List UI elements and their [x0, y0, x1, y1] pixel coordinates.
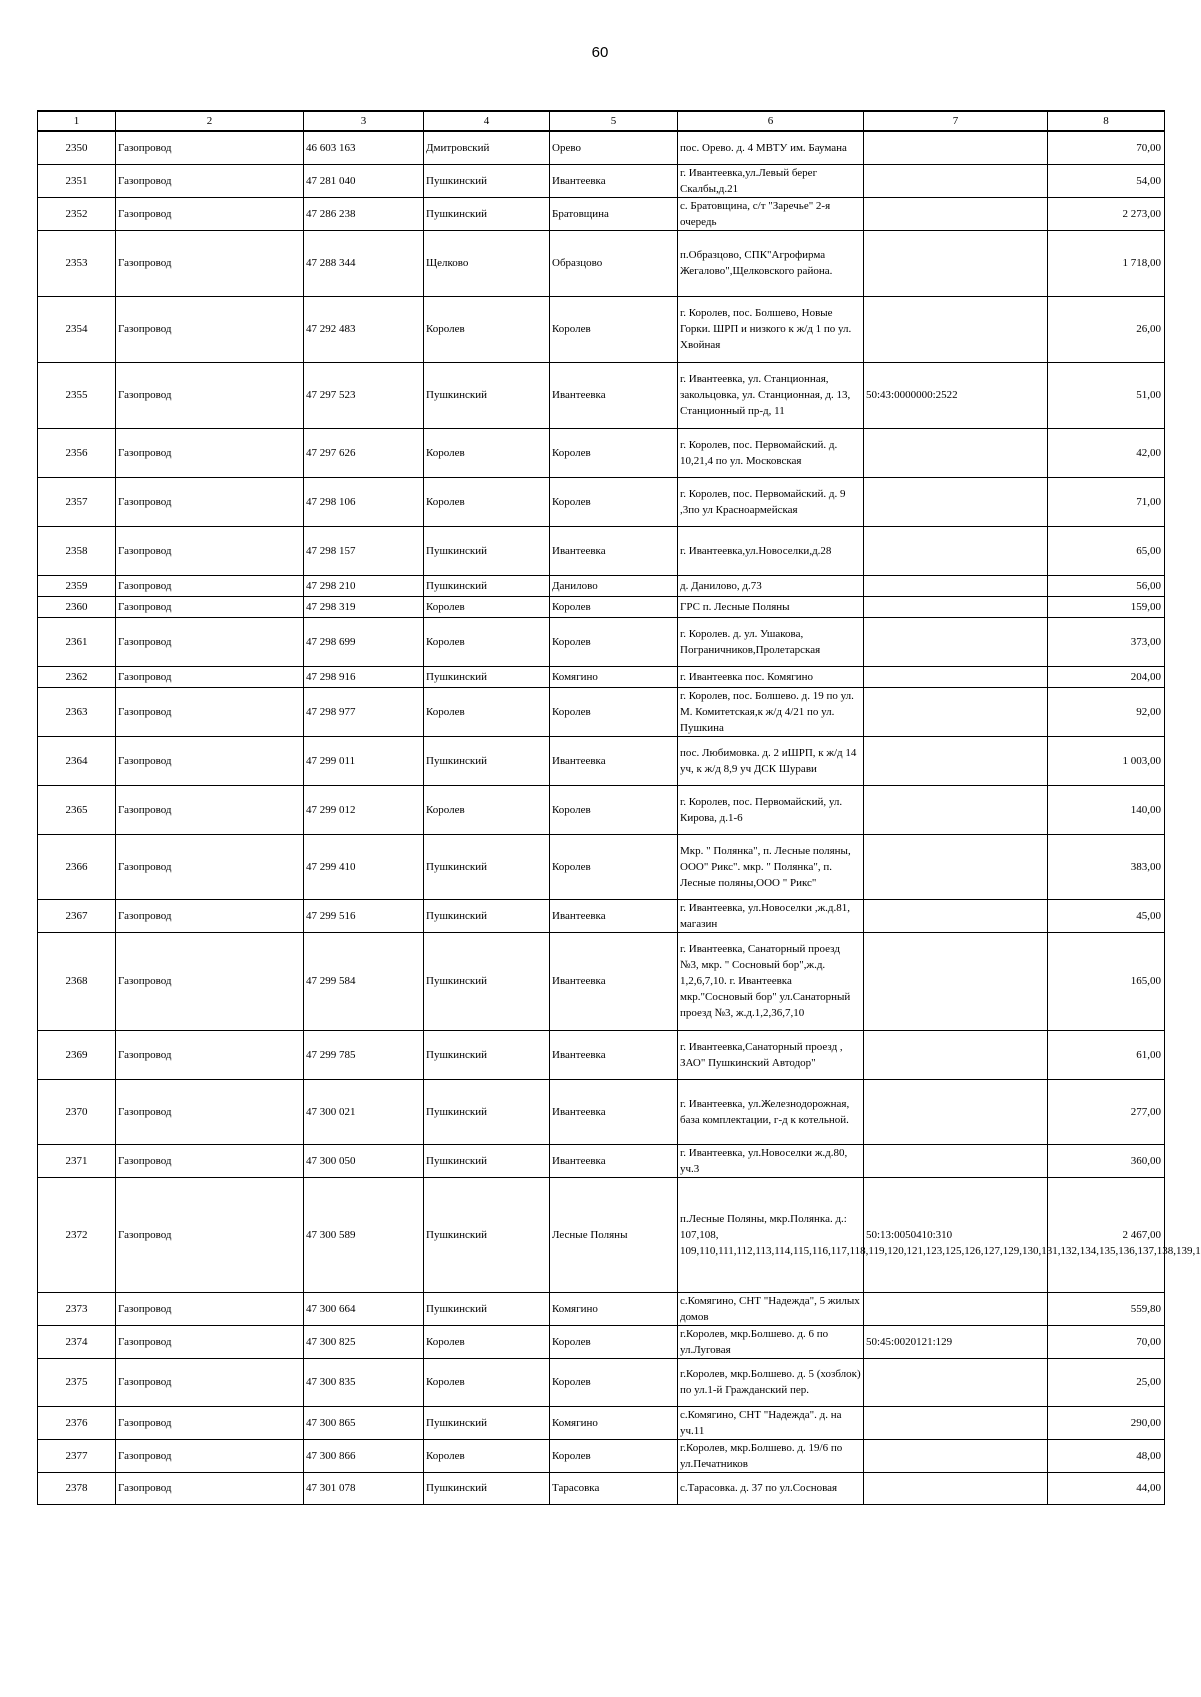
address: г. Ивантеевка,ул.Левый берег Скалбы,д.21	[678, 164, 864, 197]
row-number: 2366	[38, 834, 116, 899]
cadastral-number	[864, 1358, 1048, 1406]
table-row	[38, 1144, 1165, 1177]
locality: Орево	[550, 131, 678, 164]
row-number: 2378	[38, 1472, 116, 1504]
district: Пушкинский	[424, 1406, 550, 1439]
address: с.Тарасовка. д. 37 по ул.Сосновая	[678, 1472, 864, 1504]
cadastral-number	[864, 1292, 1048, 1325]
row-number: 2368	[38, 932, 116, 1030]
object-code: 47 298 319	[304, 596, 424, 617]
table-row	[38, 617, 1165, 666]
column-header: 8	[1048, 111, 1165, 131]
row-number: 2364	[38, 736, 116, 785]
cadastral-number	[864, 164, 1048, 197]
cadastral-number	[864, 1144, 1048, 1177]
value: 559,80	[1048, 1292, 1165, 1325]
district: Пушкинский	[424, 1079, 550, 1144]
address: с.Комягино, СНТ "Надежда". д. на уч.11	[678, 1406, 864, 1439]
value: 45,00	[1048, 899, 1165, 932]
object-code: 47 301 078	[304, 1472, 424, 1504]
row-number: 2372	[38, 1177, 116, 1292]
address: г. Королев, пос. Болшево. д. 19 по ул. М. Комитетская,к ж/д 4/21 по ул. Пушкина	[678, 687, 864, 736]
object-type: Газопровод	[116, 932, 304, 1030]
table-row	[38, 1472, 1165, 1504]
address: г. Ивантеевка, Санаторный проезд №3, мкр. " Сосновый бор",ж.д. 1,2,6,7,10. г. Ивантеевка мкр."Сосновый бор" ул.Санаторный проезд №3, ж.д.1,2,36,7,10	[678, 932, 864, 1030]
locality: Ивантеевка	[550, 932, 678, 1030]
address: г. Ивантеевка,Санаторный проезд , ЗАО" Пушкинский Автодор"	[678, 1030, 864, 1079]
locality: Королев	[550, 687, 678, 736]
district: Дмитровский	[424, 131, 550, 164]
object-code: 47 299 011	[304, 736, 424, 785]
locality: Лесные Поляны	[550, 1177, 678, 1292]
district: Пушкинский	[424, 197, 550, 230]
address: п.Лесные Поляны, мкр.Полянка. д.: 107,108, 109,110,111,112,113,114,115,116,117,118,119,120,121,123,125,126,127,129,130,131,132,134,135,136,137,138,139,1	[678, 1177, 864, 1292]
registry-table	[37, 110, 1201, 1505]
cadastral-number	[864, 785, 1048, 834]
column-header: 3	[304, 111, 424, 131]
table-row	[38, 164, 1165, 197]
address: г. Королев, пос. Первомайский. д. 9 ,3по ул Красноармейская	[678, 477, 864, 526]
value: 42,00	[1048, 428, 1165, 477]
value: 48,00	[1048, 1439, 1165, 1472]
value: 92,00	[1048, 687, 1165, 736]
table-row	[38, 785, 1165, 834]
table-row	[38, 1177, 1165, 1292]
value: 26,00	[1048, 296, 1165, 362]
address: г. Ивантеевка, ул.Новоселки ж.д.80, уч.3	[678, 1144, 864, 1177]
table-row	[38, 666, 1165, 687]
row-number: 2367	[38, 899, 116, 932]
object-type: Газопровод	[116, 1325, 304, 1358]
object-code: 47 299 584	[304, 932, 424, 1030]
district: Пушкинский	[424, 932, 550, 1030]
object-type: Газопровод	[116, 899, 304, 932]
row-number: 2350	[38, 131, 116, 164]
district: Пушкинский	[424, 1292, 550, 1325]
object-type: Газопровод	[116, 785, 304, 834]
district: Королев	[424, 785, 550, 834]
row-number: 2375	[38, 1358, 116, 1406]
district: Пушкинский	[424, 526, 550, 575]
object-type: Газопровод	[116, 477, 304, 526]
object-type: Газопровод	[116, 1144, 304, 1177]
cadastral-number	[864, 596, 1048, 617]
object-code: 47 298 106	[304, 477, 424, 526]
locality: Ивантеевка	[550, 526, 678, 575]
object-code: 47 281 040	[304, 164, 424, 197]
page-number: 60	[591, 44, 609, 61]
column-number-row	[38, 111, 1165, 131]
object-code: 47 297 626	[304, 428, 424, 477]
locality: Королев	[550, 477, 678, 526]
cadastral-number: 50:45:0020121:129	[864, 1325, 1048, 1358]
value: 65,00	[1048, 526, 1165, 575]
row-number: 2370	[38, 1079, 116, 1144]
value: 159,00	[1048, 596, 1165, 617]
row-number: 2371	[38, 1144, 116, 1177]
object-code: 47 298 916	[304, 666, 424, 687]
object-code: 47 300 865	[304, 1406, 424, 1439]
object-type: Газопровод	[116, 197, 304, 230]
table-row	[38, 1358, 1165, 1406]
locality: Комягино	[550, 666, 678, 687]
cadastral-number	[864, 687, 1048, 736]
cadastral-number	[864, 899, 1048, 932]
address: г. Королев. д. ул. Ушакова, Пограничников,Пролетарская	[678, 617, 864, 666]
object-code: 47 299 410	[304, 834, 424, 899]
table-row	[38, 687, 1165, 736]
table-row	[38, 899, 1165, 932]
district: Пушкинский	[424, 666, 550, 687]
locality: Ивантеевка	[550, 899, 678, 932]
cadastral-number	[864, 1030, 1048, 1079]
cadastral-number	[864, 477, 1048, 526]
table-row	[38, 1292, 1165, 1325]
district: Королев	[424, 477, 550, 526]
value: 71,00	[1048, 477, 1165, 526]
locality: Тарасовка	[550, 1472, 678, 1504]
locality: Ивантеевка	[550, 1030, 678, 1079]
table-row	[38, 296, 1165, 362]
cadastral-number: 50:13:0050410:310	[864, 1177, 1048, 1292]
locality: Ивантеевка	[550, 1144, 678, 1177]
address: пос. Любимовка. д. 2 иШРП, к ж/д 14 уч, к ж/д 8,9 уч ДСК Шурави	[678, 736, 864, 785]
value: 373,00	[1048, 617, 1165, 666]
object-type: Газопровод	[116, 617, 304, 666]
address: г. Королев, пос. Первомайский. д. 10,21,4 по ул. Московская	[678, 428, 864, 477]
cadastral-number	[864, 131, 1048, 164]
row-number: 2353	[38, 230, 116, 296]
cadastral-number	[864, 617, 1048, 666]
table-row	[38, 362, 1165, 428]
cadastral-number	[864, 1439, 1048, 1472]
locality: Королев	[550, 834, 678, 899]
object-code: 47 288 344	[304, 230, 424, 296]
district: Пушкинский	[424, 834, 550, 899]
district: Пушкинский	[424, 899, 550, 932]
district: Пушкинский	[424, 1177, 550, 1292]
district: Пушкинский	[424, 1144, 550, 1177]
row-number: 2359	[38, 575, 116, 596]
locality: Ивантеевка	[550, 362, 678, 428]
row-number: 2358	[38, 526, 116, 575]
row-number: 2362	[38, 666, 116, 687]
object-code: 47 300 021	[304, 1079, 424, 1144]
district: Королев	[424, 1358, 550, 1406]
row-number: 2365	[38, 785, 116, 834]
object-type: Газопровод	[116, 575, 304, 596]
row-number: 2356	[38, 428, 116, 477]
object-type: Газопровод	[116, 1439, 304, 1472]
address: пос. Орево. д. 4 МВТУ им. Баумана	[678, 131, 864, 164]
address: д. Данилово, д.73	[678, 575, 864, 596]
district: Пушкинский	[424, 164, 550, 197]
object-type: Газопровод	[116, 1358, 304, 1406]
object-type: Газопровод	[116, 596, 304, 617]
value: 70,00	[1048, 131, 1165, 164]
object-type: Газопровод	[116, 131, 304, 164]
address: с.Комягино, СНТ "Надежда", 5 жилых домов	[678, 1292, 864, 1325]
object-type: Газопровод	[116, 1079, 304, 1144]
table-row	[38, 1439, 1165, 1472]
address: г. Ивантеевка, ул.Новоселки ,ж.д.81, магазин	[678, 899, 864, 932]
object-type: Газопровод	[116, 1292, 304, 1325]
row-number: 2377	[38, 1439, 116, 1472]
value: 140,00	[1048, 785, 1165, 834]
object-code: 47 300 825	[304, 1325, 424, 1358]
column-header: 5	[550, 111, 678, 131]
value: 2 467,00	[1048, 1177, 1165, 1292]
address: ГРС п. Лесные Поляны	[678, 596, 864, 617]
column-header: 4	[424, 111, 550, 131]
value: 2 273,00	[1048, 197, 1165, 230]
table-row	[38, 230, 1165, 296]
object-code: 47 299 516	[304, 899, 424, 932]
district: Королев	[424, 617, 550, 666]
address: г. Ивантеевка, ул.Железнодорожная, база комплектации, г-д к котельной.	[678, 1079, 864, 1144]
address: Мкр. " Полянка", п. Лесные поляны, ООО" Рикс". мкр. " Полянка", п. Лесные поляны,ООО " Рикс"	[678, 834, 864, 899]
object-type: Газопровод	[116, 1406, 304, 1439]
cadastral-number	[864, 736, 1048, 785]
district: Пушкинский	[424, 362, 550, 428]
object-code: 47 298 699	[304, 617, 424, 666]
object-type: Газопровод	[116, 1177, 304, 1292]
cadastral-number	[864, 197, 1048, 230]
cadastral-number	[864, 1079, 1048, 1144]
object-code: 47 299 012	[304, 785, 424, 834]
row-number: 2363	[38, 687, 116, 736]
row-number: 2373	[38, 1292, 116, 1325]
object-type: Газопровод	[116, 834, 304, 899]
object-type: Газопровод	[116, 526, 304, 575]
row-number: 2374	[38, 1325, 116, 1358]
row-number: 2355	[38, 362, 116, 428]
cadastral-number	[864, 1406, 1048, 1439]
locality: Королев	[550, 296, 678, 362]
object-code: 47 298 157	[304, 526, 424, 575]
locality: Королев	[550, 1325, 678, 1358]
value: 165,00	[1048, 932, 1165, 1030]
locality: Комягино	[550, 1406, 678, 1439]
object-type: Газопровод	[116, 296, 304, 362]
district: Пушкинский	[424, 736, 550, 785]
table-row	[38, 596, 1165, 617]
object-code: 47 286 238	[304, 197, 424, 230]
object-type: Газопровод	[116, 687, 304, 736]
object-code: 47 299 785	[304, 1030, 424, 1079]
locality: Комягино	[550, 1292, 678, 1325]
object-type: Газопровод	[116, 428, 304, 477]
address: г.Королев, мкр.Болшево. д. 19/6 по ул.Печатников	[678, 1439, 864, 1472]
row-number: 2357	[38, 477, 116, 526]
value: 360,00	[1048, 1144, 1165, 1177]
object-type: Газопровод	[116, 736, 304, 785]
table-row	[38, 932, 1165, 1030]
value: 383,00	[1048, 834, 1165, 899]
object-code: 47 297 523	[304, 362, 424, 428]
row-number: 2361	[38, 617, 116, 666]
object-code: 47 300 589	[304, 1177, 424, 1292]
object-type: Газопровод	[116, 1472, 304, 1504]
address: г. Королев, пос. Болшево, Новые Горки. ШРП и низкого к ж/д 1 по ул. Хвойная	[678, 296, 864, 362]
table-row	[38, 477, 1165, 526]
object-type: Газопровод	[116, 362, 304, 428]
district: Королев	[424, 296, 550, 362]
district: Королев	[424, 596, 550, 617]
address: г. Ивантеевка пос. Комягино	[678, 666, 864, 687]
value: 61,00	[1048, 1030, 1165, 1079]
district: Пушкинский	[424, 575, 550, 596]
row-number: 2351	[38, 164, 116, 197]
cadastral-number	[864, 428, 1048, 477]
cadastral-number	[864, 526, 1048, 575]
value: 290,00	[1048, 1406, 1165, 1439]
address: п.Образцово, СПК"Агрофирма Жегалово",Щелковского района.	[678, 230, 864, 296]
cadastral-number	[864, 1472, 1048, 1504]
object-code: 47 298 210	[304, 575, 424, 596]
district: Пушкинский	[424, 1030, 550, 1079]
column-header: 7	[864, 111, 1048, 131]
cadastral-number	[864, 932, 1048, 1030]
row-number: 2354	[38, 296, 116, 362]
address: г.Королев, мкр.Болшево. д. 6 по ул.Луговая	[678, 1325, 864, 1358]
table-row	[38, 1030, 1165, 1079]
district: Королев	[424, 428, 550, 477]
table-row	[38, 526, 1165, 575]
table-row	[38, 131, 1165, 164]
locality: Королев	[550, 428, 678, 477]
locality: Королев	[550, 596, 678, 617]
table-row	[38, 1079, 1165, 1144]
locality: Королев	[550, 1439, 678, 1472]
object-type: Газопровод	[116, 666, 304, 687]
table-row	[38, 197, 1165, 230]
cadastral-number	[864, 666, 1048, 687]
table-row	[38, 736, 1165, 785]
district: Королев	[424, 1325, 550, 1358]
object-code: 47 298 977	[304, 687, 424, 736]
locality: Братовщина	[550, 197, 678, 230]
locality: Королев	[550, 785, 678, 834]
cadastral-number	[864, 296, 1048, 362]
locality: Ивантеевка	[550, 736, 678, 785]
address: с. Братовщина, с/т "Заречье" 2-я очередь	[678, 197, 864, 230]
district: Королев	[424, 687, 550, 736]
row-number: 2369	[38, 1030, 116, 1079]
cadastral-number	[864, 834, 1048, 899]
value: 204,00	[1048, 666, 1165, 687]
address: г. Ивантеевка,ул.Новоселки,д.28	[678, 526, 864, 575]
object-code: 47 300 664	[304, 1292, 424, 1325]
district: Королев	[424, 1439, 550, 1472]
cadastral-number	[864, 230, 1048, 296]
table-row	[38, 1325, 1165, 1358]
value: 51,00	[1048, 362, 1165, 428]
address: г. Королев, пос. Первомайский, ул. Кирова, д.1-6	[678, 785, 864, 834]
table-row	[38, 575, 1165, 596]
object-type: Газопровод	[116, 1030, 304, 1079]
locality: Данилово	[550, 575, 678, 596]
locality: Королев	[550, 617, 678, 666]
object-code: 47 292 483	[304, 296, 424, 362]
cadastral-number: 50:43:0000000:2522	[864, 362, 1048, 428]
address: г.Королев, мкр.Болшево. д. 5 (хозблок) по ул.1-й Гражданский пер.	[678, 1358, 864, 1406]
object-type: Газопровод	[116, 230, 304, 296]
table-row	[38, 1406, 1165, 1439]
row-number: 2376	[38, 1406, 116, 1439]
table-row	[38, 428, 1165, 477]
table-row	[38, 834, 1165, 899]
locality: Ивантеевка	[550, 1079, 678, 1144]
column-header: 6	[678, 111, 864, 131]
object-code: 47 300 835	[304, 1358, 424, 1406]
value: 54,00	[1048, 164, 1165, 197]
cadastral-number	[864, 575, 1048, 596]
locality: Королев	[550, 1358, 678, 1406]
locality: Образцово	[550, 230, 678, 296]
row-number: 2352	[38, 197, 116, 230]
value: 56,00	[1048, 575, 1165, 596]
column-header: 1	[38, 111, 116, 131]
object-code: 47 300 050	[304, 1144, 424, 1177]
object-code: 47 300 866	[304, 1439, 424, 1472]
object-type: Газопровод	[116, 164, 304, 197]
value: 1 718,00	[1048, 230, 1165, 296]
value: 44,00	[1048, 1472, 1165, 1504]
value: 1 003,00	[1048, 736, 1165, 785]
value: 277,00	[1048, 1079, 1165, 1144]
value: 70,00	[1048, 1325, 1165, 1358]
district: Щелково	[424, 230, 550, 296]
locality: Ивантеевка	[550, 164, 678, 197]
address: г. Ивантеевка, ул. Станционная, закольцовка, ул. Станционная, д. 13, Станционный пр-д, 11	[678, 362, 864, 428]
value: 25,00	[1048, 1358, 1165, 1406]
object-code: 46 603 163	[304, 131, 424, 164]
row-number: 2360	[38, 596, 116, 617]
column-header: 2	[116, 111, 304, 131]
district: Пушкинский	[424, 1472, 550, 1504]
